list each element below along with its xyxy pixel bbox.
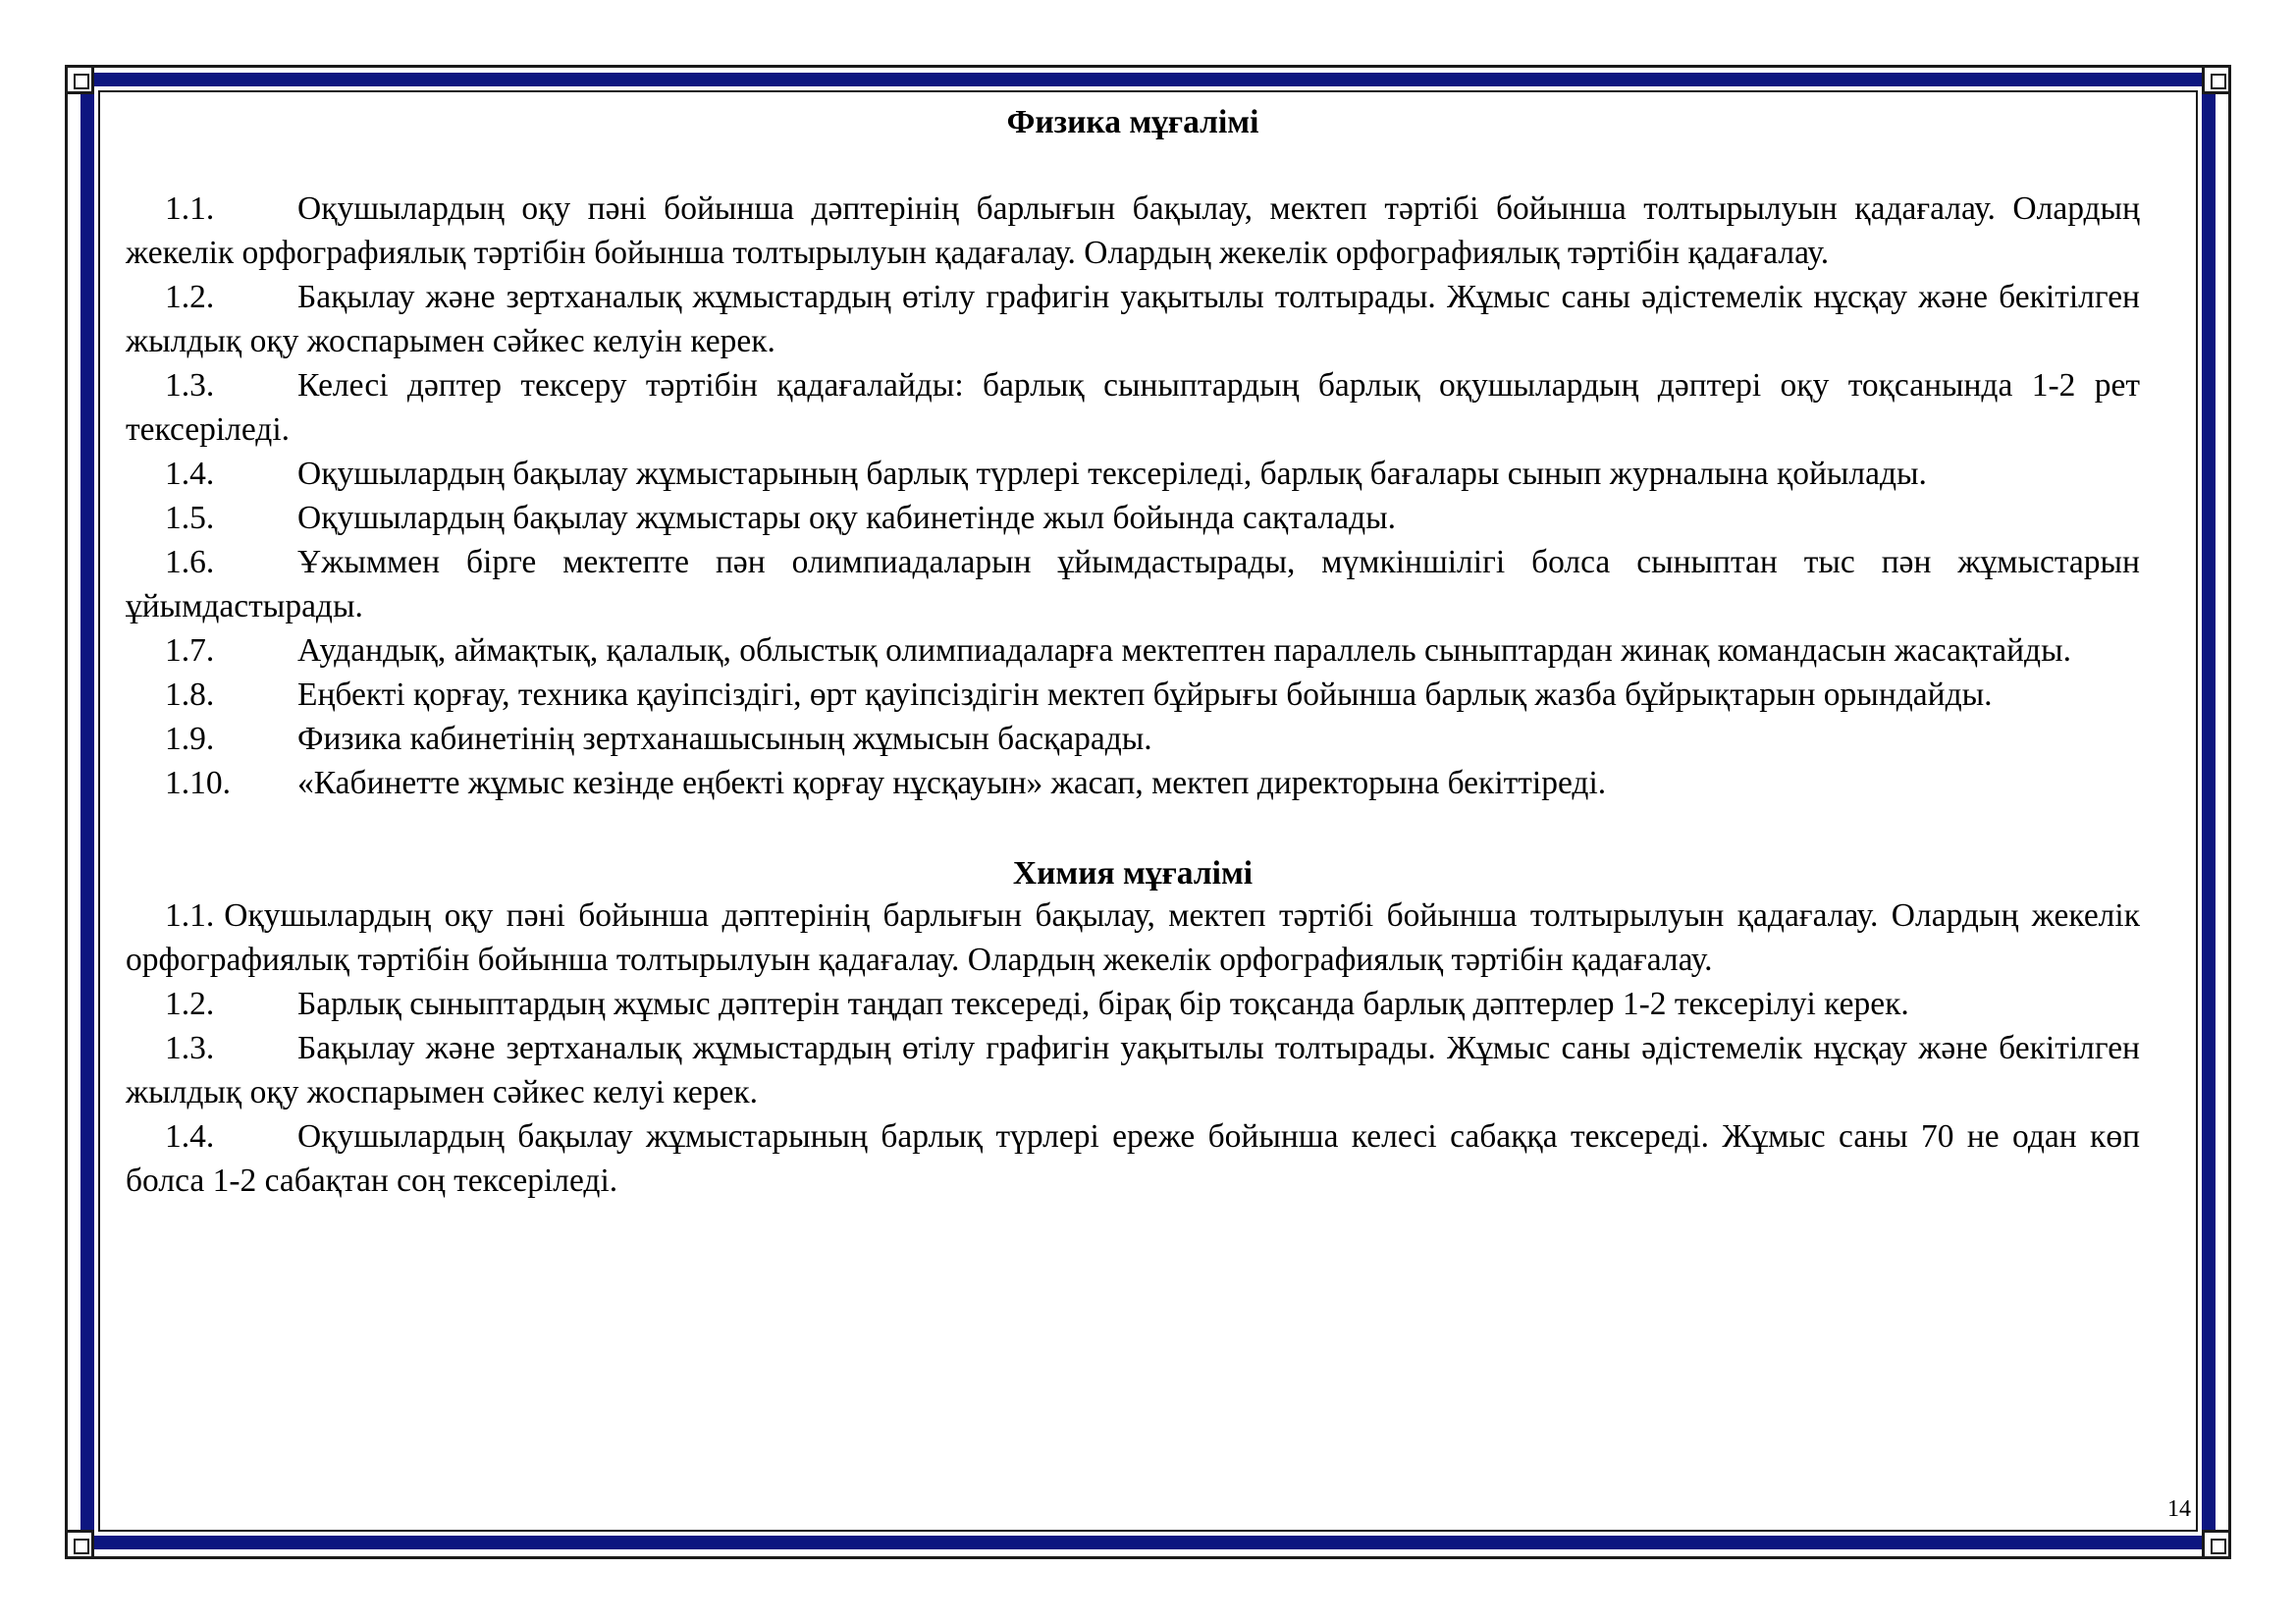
item-text: Физика кабинетінің зертханашысының жұмысын басқарады. [297,721,1152,757]
item-number: 1.2. [165,986,215,1022]
item-number: 1.8. [165,677,215,713]
item-number: 1.1. [165,190,215,227]
item-text: Аудандық, аймақтық, қалалық, облыстық олимпиадаларға мектептен параллель сыныптардан жинақ командасын жасақтайды. [297,632,2071,669]
physics-item-3 [126,363,2140,452]
spacer [126,142,2140,187]
document-body [126,98,2140,1203]
physics-item-9 [126,717,2140,761]
physics-item-8 [126,673,2140,717]
item-text: Бақылау және зертханалық жұмыстардың өтілу графигін уақытылы толтырады. Жұмыс саны әдістемелік нұсқау және бекітілген жылдық оқу жоспарымен сәйкес келуі керек. [126,1030,2140,1110]
item-number: 1.3. [165,367,215,404]
item-text: Келесі дәптер тексеру тәртібін қадағалайды: барлық сыныптардың барлық оқушылардың дәптері оқу тоқсанында 1-2 рет тексеріледі. [126,367,2140,448]
page-number: 14 [2167,1496,2191,1522]
corner-ornament-top-left [65,65,94,94]
physics-item-2 [126,275,2140,363]
item-text: Оқушылардың оқу пәні бойынша дәптерінің барлығын бақылау, мектеп тәртібі бойынша толтырылуын қадағалау. Олардың жекелік орфографиялық тәртібін бойынша толтырылуын қадағалау. Олардың жекелік орфографиялық тәртібін қадағалау. [126,897,2140,978]
item-number: 1.9. [165,721,215,757]
chemistry-item-1 [126,893,2140,982]
item-number: 1.10. [165,765,231,801]
item-text: Ұжыммен бірге мектепте пән олимпиадаларын ұйымдастырады, мүмкіншілігі болса сыныптан тыс пән жұмыстарын ұйымдастырады. [126,544,2140,624]
chemistry-item-4 [126,1114,2140,1203]
item-number: 1.2. [165,279,215,315]
spacer [126,805,2140,849]
corner-ornament-top-right [2202,65,2231,94]
physics-item-10 [126,761,2140,805]
chemistry-section-title: Химия мұғалімі [1012,855,1254,892]
physics-item-7 [126,628,2140,673]
item-text: «Кабинетте жұмыс кезінде еңбекті қорғау нұсқауын» жасап, мектеп директорына бекіттіреді. [297,765,1607,801]
chemistry-item-3 [126,1026,2140,1114]
item-text: Барлық сыныптардың жұмыс дәптерін таңдап тексереді, бірақ бір тоқсанда барлық дәптерлер 1-2 тексерілуі керек. [297,986,1909,1022]
physics-item-1 [126,187,2140,275]
physics-item-5 [126,496,2140,540]
item-number: 1.7. [165,632,215,669]
item-number: 1.5. [165,500,215,536]
item-text: Оқушылардың бақылау жұмыстары оқу кабинетінде жыл бойында сақталады. [297,500,1397,536]
item-text: Оқушылардың оқу пәні бойынша дәптерінің барлығын бақылау, мектеп тәртібі бойынша толтырылуын қадағалау. Олардың жекелік орфографиялық тәртібін бойынша толтырылуын қадағалау. Олардың жекелік орфографиялық тәртібін қадағалау. [126,190,2140,271]
corner-ornament-bottom-left [65,1530,94,1559]
item-number: 1.3. [165,1030,215,1066]
item-number: 1.4. [165,1118,215,1155]
item-text: Оқушылардың бақылау жұмыстарының барлық түрлері ереже бойынша келесі сабаққа тексереді. Жұмыс саны 70 не одан көп болса 1-2 сабақтан соң тексеріледі. [126,1118,2140,1199]
item-text: Оқушылардың бақылау жұмыстарының барлық түрлері тексеріледі, барлық бағалары сынып журналына қойылады. [297,456,1927,492]
physics-item-4 [126,452,2140,496]
item-number: 1.6. [165,544,215,580]
item-number: 1.1. [165,897,215,934]
corner-ornament-bottom-right [2202,1530,2231,1559]
item-text: Бақылау және зертханалық жұмыстардың өтілу графигін уақытылы толтырады. Жұмыс саны әдістемелік нұсқау және бекітілген жылдық оқу жоспарымен сәйкес келуін керек. [126,279,2140,359]
chemistry-item-2 [126,982,2140,1026]
item-text: Еңбекті қорғау, техника қауіпсіздігі, өрт қауіпсіздігін мектеп бұйрығы бойынша барлық жазба бұйрықтарын орындайды. [297,677,1993,713]
item-number: 1.4. [165,456,215,492]
physics-item-6 [126,540,2140,628]
physics-section-title: Физика мұғалімі [1006,104,1259,140]
